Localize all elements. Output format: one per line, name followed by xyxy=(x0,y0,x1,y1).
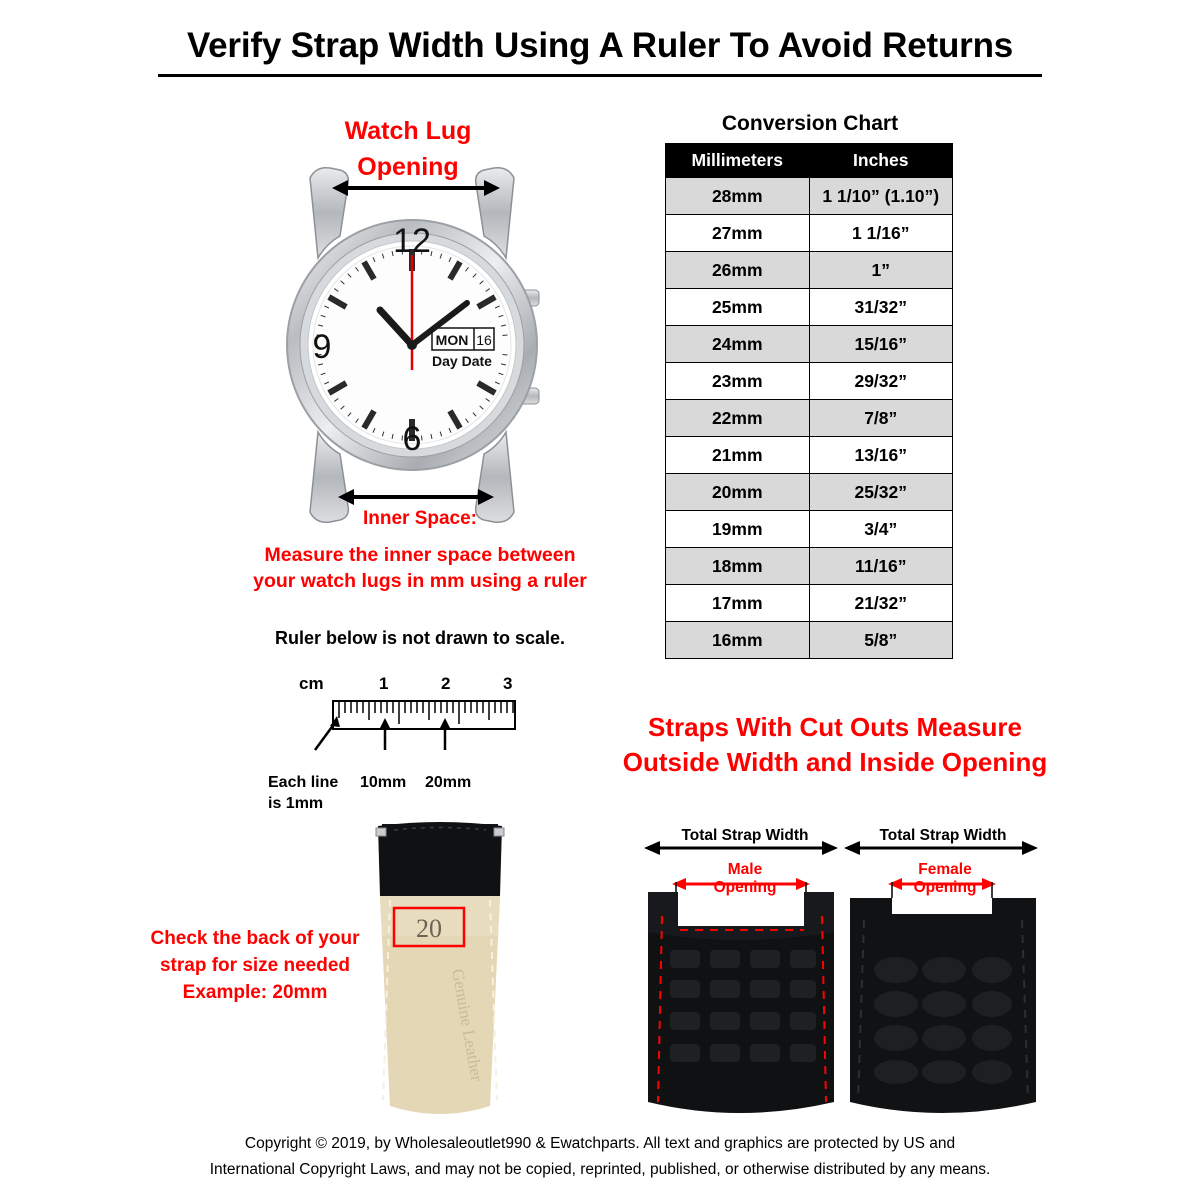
svg-text:Genuine Leather: Genuine Leather xyxy=(448,967,487,1083)
cell-mm: 16mm xyxy=(666,622,810,659)
cell-in: 1” xyxy=(809,252,953,289)
table-row xyxy=(666,400,953,437)
ruler-caption-line1: Each line xyxy=(268,774,339,791)
cell-in: 1 1/16” xyxy=(809,215,953,252)
female-total-strap-width-label: Total Strap Width xyxy=(879,827,1007,844)
male-total-strap-width-label: Total Strap Width xyxy=(681,827,809,844)
page-title: Verify Strap Width Using A Ruler To Avoid Returns xyxy=(186,26,1014,65)
male-strap-illustration xyxy=(640,820,855,1120)
male-opening-line1: Male xyxy=(727,861,763,878)
ruler-label-3: 3 xyxy=(503,674,513,693)
cell-mm: 17mm xyxy=(666,585,810,622)
cell-mm: 25mm xyxy=(666,289,810,326)
cell-mm: 26mm xyxy=(666,252,810,289)
table-row xyxy=(666,622,953,659)
column-header-millimeters: Millimeters xyxy=(666,144,810,178)
measure-line-1: Measure the inner space between xyxy=(264,544,576,566)
cell-mm: 23mm xyxy=(666,363,810,400)
conversion-chart-table xyxy=(665,143,953,659)
female-strap-illustration xyxy=(840,820,1055,1120)
svg-text:20: 20 xyxy=(416,914,442,943)
copyright-line-2: International Copyright Laws, and may not be copied, reprinted, published, or otherwise distributed by any means. xyxy=(209,1161,991,1178)
cell-mm: 20mm xyxy=(666,474,810,511)
cutouts-heading-line1: Straps With Cut Outs Measure xyxy=(648,712,1022,742)
check-back-line2: strap for size needed xyxy=(159,955,351,976)
strap-back-illustration xyxy=(360,820,520,1120)
check-back-line3: Example: 20mm xyxy=(182,982,328,1003)
male-opening-line2: Opening xyxy=(713,879,777,896)
table-row xyxy=(666,474,953,511)
table-row xyxy=(666,363,953,400)
cell-in: 21/32” xyxy=(809,585,953,622)
table-row xyxy=(666,178,953,215)
cutouts-heading xyxy=(590,710,1080,780)
svg-text:12: 12 xyxy=(393,222,431,260)
svg-text:16: 16 xyxy=(476,332,492,348)
cell-in: 31/32” xyxy=(809,289,953,326)
cell-mm: 24mm xyxy=(666,326,810,363)
cell-mm: 21mm xyxy=(666,437,810,474)
watch-lug-heading-line1: Watch Lug xyxy=(344,117,472,145)
female-opening-line2: Opening xyxy=(913,879,977,896)
cell-in: 11/16” xyxy=(809,548,953,585)
table-row xyxy=(666,326,953,363)
cell-in: 5/8” xyxy=(809,622,953,659)
cell-mm: 27mm xyxy=(666,215,810,252)
ruler-label-1: 1 xyxy=(379,674,389,693)
ruler-label-2: 2 xyxy=(441,674,451,693)
check-back-instructions xyxy=(140,925,370,1006)
cell-in: 3/4” xyxy=(809,511,953,548)
table-row xyxy=(666,215,953,252)
inner-space-arrow xyxy=(338,487,494,507)
cell-mm: 18mm xyxy=(666,548,810,585)
table-row xyxy=(666,548,953,585)
cell-mm: 22mm xyxy=(666,400,810,437)
watch-lug-heading-line2: Opening xyxy=(357,153,459,181)
svg-text:MON: MON xyxy=(435,332,469,348)
copyright-line-1: Copyright © 2019, by Wholesaleoutlet990 & Ewatchparts. All text and graphics are protected by US and xyxy=(244,1135,956,1152)
ruler-scale-note: Ruler below is not drawn to scale. xyxy=(274,628,566,648)
column-header-inches: Inches xyxy=(809,144,953,178)
ruler-label-cm: cm xyxy=(299,674,324,693)
svg-text:9: 9 xyxy=(312,328,332,366)
ruler-caption-line2: is 1mm xyxy=(268,795,324,812)
copyright-footer xyxy=(100,1131,1100,1183)
title-underline xyxy=(158,74,1042,77)
inner-space-label: Inner Space: xyxy=(362,508,478,529)
cell-mm: 28mm xyxy=(666,178,810,215)
table-header-row xyxy=(666,144,953,178)
cell-in: 15/16” xyxy=(809,326,953,363)
table-row xyxy=(666,252,953,289)
ruler-caption-10mm: 10mm xyxy=(360,774,407,791)
cell-mm: 19mm xyxy=(666,511,810,548)
svg-text:Day Date: Day Date xyxy=(432,353,492,369)
cell-in: 7/8” xyxy=(809,400,953,437)
lug-opening-arrow-top xyxy=(332,178,500,198)
measure-line-2: your watch lugs in mm using a ruler xyxy=(253,570,587,592)
conversion-chart-title: Conversion Chart xyxy=(721,112,899,135)
svg-text:6: 6 xyxy=(402,420,422,458)
table-row xyxy=(666,437,953,474)
measure-instructions xyxy=(190,542,650,594)
table-row xyxy=(666,511,953,548)
cell-in: 25/32” xyxy=(809,474,953,511)
table-row xyxy=(666,585,953,622)
cell-in: 29/32” xyxy=(809,363,953,400)
ruler-caption-20mm: 20mm xyxy=(425,774,472,791)
table-row xyxy=(666,289,953,326)
cell-in: 1 1/10” (1.10”) xyxy=(809,178,953,215)
watch-illustration xyxy=(262,160,562,530)
cell-in: 13/16” xyxy=(809,437,953,474)
female-opening-line1: Female xyxy=(918,861,972,878)
check-back-line1: Check the back of your xyxy=(150,928,360,949)
cutouts-heading-line2: Outside Width and Inside Opening xyxy=(622,747,1048,777)
